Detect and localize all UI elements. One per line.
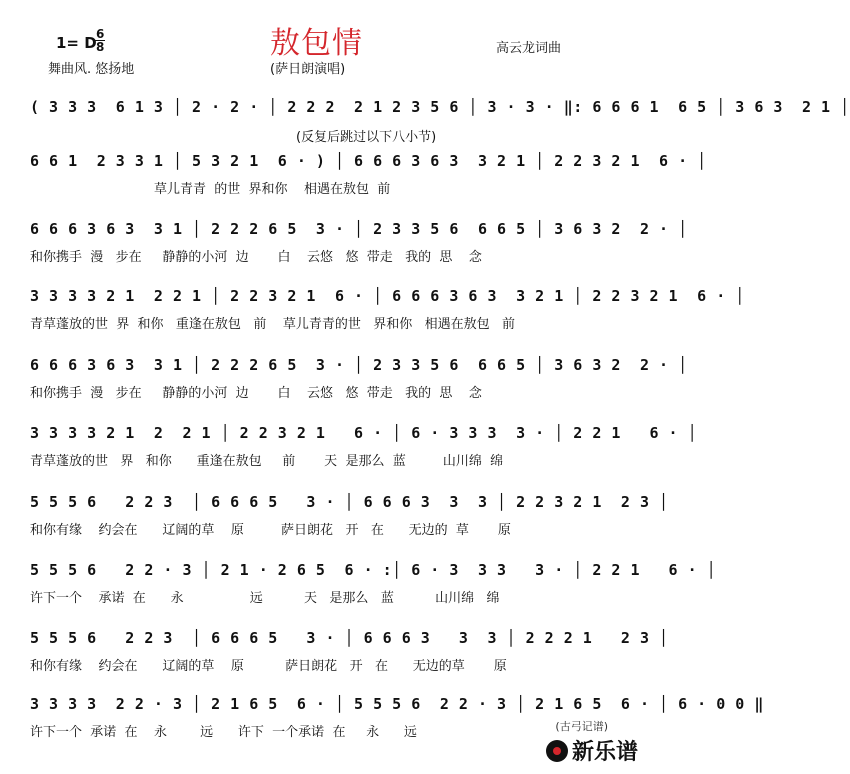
jianpu-notes: 6 6 6 3 6 3 3 1 │ 2 2 2 6 5 3 · │ 2 3 3 5 6 6 6 5 │ 3 6 3 2 2 · │ <box>30 356 688 374</box>
site-logo[interactable] <box>546 735 638 766</box>
vinyl-disc-icon <box>546 740 568 762</box>
score-system-6 <box>30 424 698 496</box>
jianpu-notes: 5 5 5 6 2 2 3 │ 6 6 6 5 3 · │ 6 6 6 3 3 3 │ 2 2 3 2 1 2 3 │ <box>30 493 669 511</box>
score-system-5 <box>30 356 688 428</box>
jianpu-notes: 6 6 1 2 3 3 1 │ 5 3 2 1 6 · ) │ 6 6 6 3 6 3 3 2 1 │ 2 2 3 2 1 6 · │ <box>30 152 707 170</box>
score-system-10 <box>30 695 764 767</box>
composer-credit: 高云龙词曲 <box>496 41 562 56</box>
score-system-3 <box>30 220 688 292</box>
jianpu-notes: 3 3 3 3 2 1 2 2 1 │ 2 2 3 2 1 6 · │ 6 6 6 3 6 3 3 2 1 │ 2 2 3 2 1 6 · │ <box>30 287 745 305</box>
repeat-note: (反复后跳过以下八小节) <box>296 130 437 145</box>
lyrics-line: 和你有缘 约会在 辽阔的草 原 萨日朗花 开 在 无边的草 原 <box>30 659 507 674</box>
meter-bottom: 8 <box>96 40 105 54</box>
singer-credit: (萨日朗演唱) <box>270 62 346 77</box>
meter-top: 6 <box>96 27 105 41</box>
time-signature <box>95 28 105 53</box>
lyrics-line: 和你有缘 约会在 辽阔的草 原 萨日朗花 开 在 无边的 草 原 <box>30 523 511 538</box>
transcriber-credit: (古弓记谱) <box>555 720 608 733</box>
jianpu-notes: 6 6 6 3 6 3 3 1 │ 2 2 2 6 5 3 · │ 2 3 3 5 6 6 6 5 │ 3 6 3 2 2 · │ <box>30 220 688 238</box>
lyrics-line: 和你携手 漫 步在 静静的小河 边 白 云悠 悠 带走 我的 思 念 <box>30 250 482 265</box>
lyrics-line: 青草蓬放的世 界 和你 重逢在敖包 前 天 是那么 蓝 山川绵 绵 <box>30 454 504 469</box>
score-system-9 <box>30 629 669 701</box>
jianpu-notes: 5 5 5 6 2 2 3 │ 6 6 6 5 3 · │ 6 6 6 3 3 3 │ 2 2 2 1 2 3 │ <box>30 629 669 647</box>
song-title: 敖包情 <box>270 26 363 61</box>
lyrics-line: 和你携手 漫 步在 静静的小河 边 白 云悠 悠 带走 我的 思 念 <box>30 386 482 401</box>
score-system-4 <box>30 287 745 359</box>
jianpu-notes: ( 3 3 3 6 1 3 │ 2 · 2 · │ 2 2 2 2 1 2 3 5 6 │ 3 · 3 · ‖: 6 6 6 1 6 5 │ 3 6 3 2 1 │ <box>30 98 850 116</box>
lyrics-line: 许下一个 承诺 在 永 远 许下 一个承诺 在 永 远 <box>30 725 417 740</box>
lyrics-line: 青草蓬放的世 界 和你 重逢在敖包 前 草儿青青的世 界和你 相遇在敖包 前 <box>30 317 516 332</box>
key-signature: 1= D <box>56 34 97 52</box>
score-system-2 <box>30 152 707 224</box>
jianpu-notes: 3 3 3 3 2 1 2 2 1 │ 2 2 3 2 1 6 · │ 6 · 3 3 3 3 · │ 2 2 1 6 · │ <box>30 424 698 442</box>
lyrics-line: 草儿青青 的世 界和你 相遇在敖包 前 <box>30 182 391 197</box>
score-system-7 <box>30 493 669 565</box>
lyrics-line: 许下一个 承诺 在 永 远 天 是那么 蓝 山川绵 绵 <box>30 591 500 606</box>
jianpu-notes: 3 3 3 3 2 2 · 3 │ 2 1 6 5 6 · │ 5 5 5 6 2 2 · 3 │ 2 1 6 5 6 · │ 6 · 0 0 ‖ <box>30 695 764 713</box>
tempo-style: 舞曲风. 悠扬地 <box>48 62 135 77</box>
score-system-8 <box>30 561 717 633</box>
jianpu-notes: 5 5 5 6 2 2 · 3 │ 2 1 · 2 6 5 6 · :│ 6 · 3 3 3 3 · │ 2 2 1 6 · │ <box>30 561 717 579</box>
site-logo-text: 新乐谱 <box>571 740 638 765</box>
